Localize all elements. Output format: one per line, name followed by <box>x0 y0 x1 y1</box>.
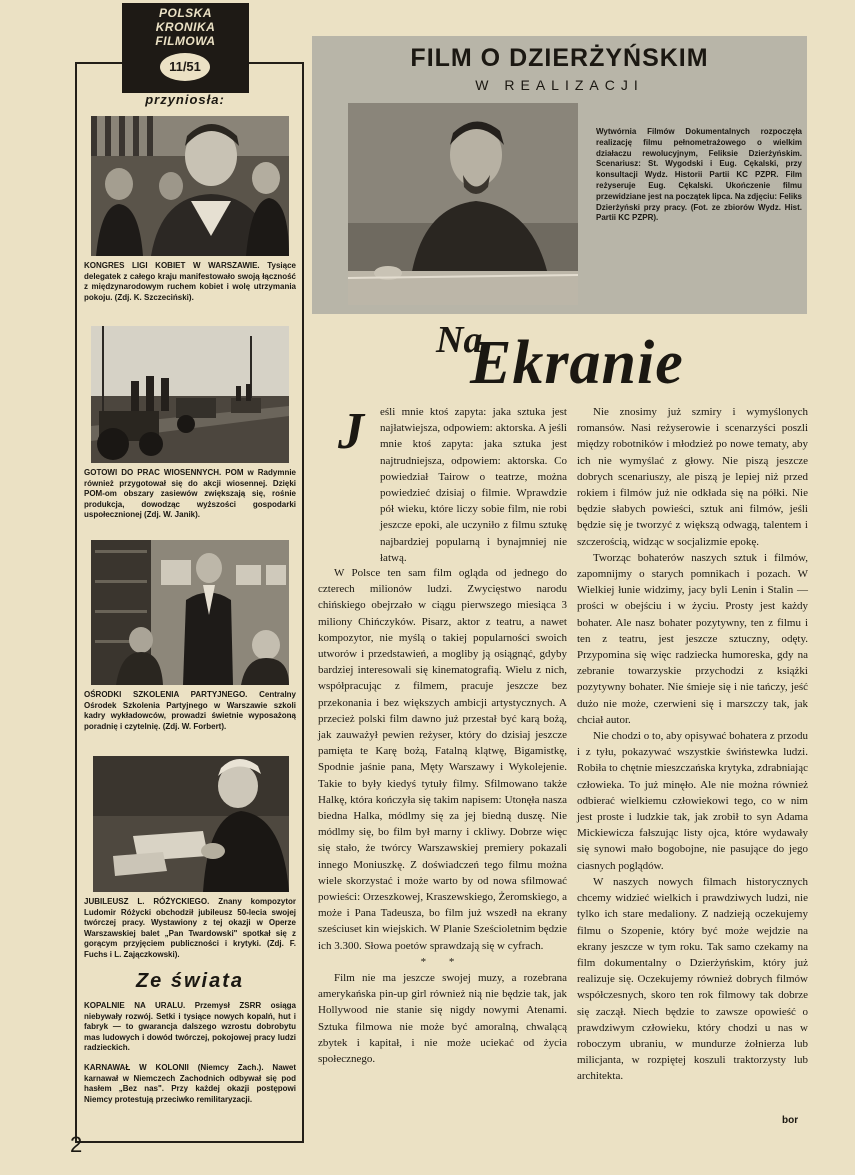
article-paragraph: Film nie ma jeszcze swojej muzy, a rozebrana amerykańska pin-up girl również nią nie będzie tak, jak Hollywood nie stanie się nigdy nowymi Atenami. Sztuka filmowa nie może być amoralną, chwalącą zbytek i kapitał, i nie może uciekać od życia społecznego. <box>318 972 567 1066</box>
masthead-tagline: przyniosła: <box>145 92 225 107</box>
caption-women-congress: KONGRES LIGI KOBIET W WARSZAWIE. Tysiące delegatek z całego kraju manifestowało swoją łączność z międzynarodowym ruchem kobiet i wolę utrzymania pokoju. (Zdj. K. Szczeciński). <box>84 261 296 302</box>
page-subtitle: W REALIZACJI <box>475 77 644 93</box>
article-title-na: Na <box>436 319 483 361</box>
masthead-line: POLSKA <box>158 6 212 20</box>
caption-tractors: GOTOWI DO PRAC WIOSENNYCH. POM w Radymnie również przygotował się do akcji wiosennej. Dzięki POM-om obszary zasiewów zwiększają się, rośnie produkcja, dowodząc wyższości gospodarki uspołecznionej (Zdj. W. Janik). <box>84 468 296 519</box>
photo-tractors <box>91 326 289 463</box>
article-dropcap: J <box>338 403 364 460</box>
page-title: FILM O DZIERŻYŃSKIM <box>410 44 709 72</box>
article-column-1-top <box>380 404 567 566</box>
caption-composer: JUBILEUSZ L. RÓŻYCKIEGO. Znany kompozytor Ludomir Różycki obchodził jubileusz 50-lecia swojej twórczej pracy. Wystawiony z tej okazji w Operze Warszawskiej balet „Pan Twardowski" spotkał się z gorącym przyjęciem publiczności i krytyki. (Zdj. F. Fuchs i L. Zajączkowski). <box>84 897 296 959</box>
masthead-line: FILMOWA <box>155 34 216 48</box>
photo-composer <box>93 756 289 892</box>
section-divider: * * <box>420 955 465 968</box>
caption-party-school: OŚRODKI SZKOLENIA PARTYJNEGO. Centralny Ośrodek Szkolenia Partyjnego w Warszawie szkoli kadry wykładowców, prowadzi świetnie wyposażoną poradnię i czytelnię. (Zdj. W. Forbert). <box>84 690 296 731</box>
issue-badge: 11/51 <box>160 53 210 81</box>
kronika-masthead <box>122 3 249 93</box>
article-paragraph: eśli mnie ktoś zapyta: jaka sztuka jest najłatwiejsza, odpowiem: aktorska. A jeśli mnie ktoś zapyta: jaka sztuka jest najtrudniejsza, odpowiem: aktorska. Co powiedział Tairow o teatrze, można powiedzieć dzisiaj o filmie. Wprawdzie pół wieku, które liczy sobie film, nie robi jeszcze epoki, ale uczyniło z filmu sztukę najbardziej popularną i bynajmniej nie łatwą. <box>380 406 567 564</box>
article-author: bor <box>782 1115 799 1126</box>
article-paragraph: Tworząc bohaterów naszych sztuk i filmów, zapomnijmy o starych pomnikach i pozach. W Wielkiej łunie widzimy, jacy byli Lenin i Stalin — prości w obejściu i w życiu. Prosty jest każdy bohater. Ale nasz bohater pozytywny, ten z filmu i ten z teatru, jest jeszcze sztuczny, odęty. Przypomina się więc radziecka humoreska, gdy na zebranie towarzyskie przychodzi z książki pozytywny bohater. Nie śmieje się i nie tańczy, jeść dużo nie może, czerwieni się i marszczy tak, jak chciał autor. <box>577 551 808 726</box>
article-paragraph: Nie znosimy już szmiry i wymyślonych romansów. Nasi reżyserowie i scenarzyści poszli między robotników i młodzież po nowe tematy, aby ich nie wymyślać z głowy. Nie piszą jeszcze dobrych scenariuszy, ale piszą je lepiej niż przed rokiem i filmów już nie odkłada się na półki. Nie będzie słabych powieści, sztuk ani filmów, jeśli będzie się je tworzyć z większą odwagą, talentem i szczerością, widząc w socjalizmie epokę. <box>577 406 808 548</box>
page-number: 2 <box>70 1132 83 1157</box>
caption-ural-mines: KOPALNIE NA URALU. Przemysł ZSRR osiąga niebywały rozwój. Setki i tysiące nowych kopalń, hut i fabryk — to gwarancja dalszego wzrostu dobrobytu mas ludowych i dowód twórczej, pokojowej pracy ludzi radzieckich. <box>84 1001 296 1052</box>
article-paragraph: W naszych nowych filmach historycznych chcemy widzieć wielkich i prawdziwych ludzi, nie tylko ich stare medaliony. Z nadzieją oczekujemy filmu o Szopenie, który być może wejdzie na ekrany jeszcze w tym roku. Tak samo czekamy na film dokumentalny o Dzierżyńskim, który już realizuje się. Oczekujemy również dobrych filmów współczesnych, skoro ten rok filmowy tak dobrze się zaczął. Niech będzie to zawsze opowieść o prawdziwym człowieku, który chodzi u nas w roboczym ubraniu, w mundurze żołnierza lub milicjanta, w rozpiętej koszuli traktorzysty lub architekta. <box>577 875 808 1083</box>
article-title-ekranie: Ekranie <box>470 329 684 397</box>
article-paragraph: Nie chodzi o to, aby opisywać bohatera z przodu i z tyłu, pokazywać wszystkie świństewka ludzi. Robiła to chętnie mieszczańska krytyka, zdrabniając człowieka. To już minęło. Ale nie można również odbierać wielkiemu człowiekowi tego, co w nim jest proste i ludzkie tak, jak zrobił to syn Adama Mickiewicza fałszując listy ojca, które wydawały się synowi mało bogobojne, nie pasujące do jego ciasnych poglądów. <box>577 730 808 872</box>
article-column-2 <box>577 404 808 1085</box>
photo-dzierzynski <box>348 103 578 305</box>
caption-cologne-carnival: KARNAWAŁ W KOLONII (Niemcy Zach.). Nawet karnawał w Niemczech Zachodnich odbywał się pod hasłem „Bez nas". Przy każdej okazji postępowi Niemcy protestują przeciwko remilitaryzacji. <box>84 1063 296 1104</box>
ze-swiata-heading: Ze świata <box>135 970 245 992</box>
article-paragraph: W Polsce ten sam film ogląda od jednego do czterech milionów ludzi. Zwycięstwo narodu chińskiego obejrzało w ciągu pierwszego miesiąca 3 miliony Chińczyków. Pisarz, aktor z teatru, a nawet kompozytor, nie myślą o takiej popularności swoich utworów i przedstawień, a mogliby ją osiągnąć, gdyby bardziej interesowali się kinematografią. Wielu z nich, współpracując z filmem, pracuje jeszcze bez przekonania i bez większych ambicji artystycznych. A przecież polski film dawno już przestał być karą bożą, jak zauważył pewien reżyser, który do dzisiaj jeszcze pamięta te Karę bożą, Fatalną klątwę, Bigamistkę, Spodnie jaśnie pana, Męty Warszawy i Wykolejenie. Takie to były kiedyś tytuły filmy. Sfilmowano także Halkę, która kończyła się takim napisem: Utonęła nasza biedna Halka, módlmy się za jej biedną duszę. Nie módlmy się, bo film był marny i ckliwy. Dobrze więc się stało, że twórcy Warszawskiej premiery pokazali innego Moniuszkę. Z doświadczeń tego filmu można wiele skorzystać i może warto by od nowa sfilmować powieści: Orzeszkowej, Kraszewskiego, Żeromskiego, a może i Pana Tadeusza, bo film już wszedł na ekrany sześciuset kin wiejskich. W Planie Sześcioletnim będzie ich 3.300. Słowa poetów sprawdzają się w cyfrach. <box>318 567 567 952</box>
article-column-1 <box>318 565 567 1067</box>
photo-party-school <box>91 540 289 685</box>
header-caption: Wytwórnia Filmów Dokumentalnych rozpoczęła realizację filmu pełnometrażowego o wielkim działaczu rewolucyjnym, Feliksie Dzierżyńskim. Scenariusz: St. Wygodski i Eug. Cękalski, przy konsultacji Wydz. Historii Partii KC PZPR. Film reżyseruje Eug. Cękalski. Ukończenie filmu przewidziane jest na początek lipca. Na zdjęciu: Feliks Dzierżyński przy pracy. (Fot. ze zbiorów Wydz. Hist. Partii KC PZPR). <box>596 127 802 223</box>
masthead-line: KRONIKA <box>155 20 216 34</box>
photo-women-congress <box>91 116 289 256</box>
